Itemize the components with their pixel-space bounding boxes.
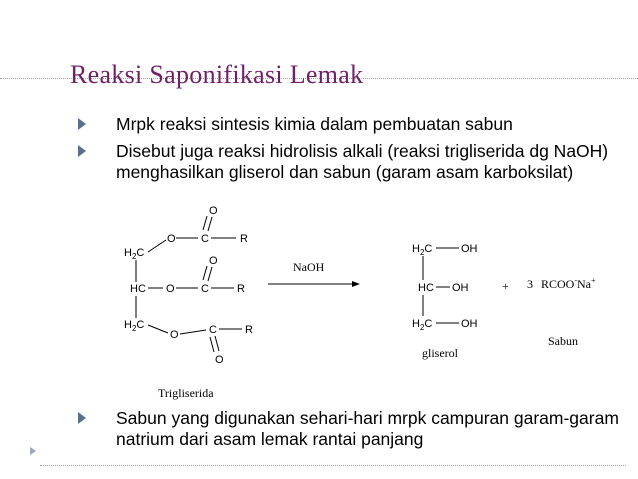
h2c-group: $H_2C$ — [124, 319, 145, 333]
bullet-text: Disebut juga reaksi hidrolisis alkali (reaksi trigliserida dg NaOH) menghasilkan gliserol dan sabun (garam asam karboksilat) — [116, 141, 609, 182]
h2c-group: $H_2C$ — [412, 243, 433, 257]
oxygen-atom: O — [166, 283, 175, 295]
hydroxyl-group: OH — [461, 243, 478, 255]
r-group: R — [245, 324, 253, 336]
glycerol-structure — [412, 243, 478, 332]
oxygen-atom: O — [167, 233, 176, 245]
sabun-label: Sabun — [548, 334, 578, 348]
carbon-atom: C — [201, 283, 209, 295]
oxygen-atom: O — [170, 329, 179, 341]
bullet-arrow-icon — [78, 412, 86, 424]
soap-formula: 3 RCOO-Na+ — [527, 276, 596, 291]
gliserol-label: gliserol — [422, 346, 458, 360]
carbonyl-oxygen: O — [215, 354, 224, 366]
bullet-text: Mrpk reaksi sintesis kimia dalam pembuatan sabun — [116, 114, 513, 134]
arrowhead-icon — [352, 281, 360, 287]
carbonyl-oxygen: O — [209, 255, 218, 267]
h2c-group: $H_2C$ — [412, 318, 433, 332]
carbon-atom: C — [201, 233, 209, 245]
h2c-group: $H_2C$ — [124, 247, 145, 261]
plus-sign: + — [502, 279, 509, 293]
footer-arrow-icon — [30, 447, 36, 455]
trigliserida-label: Trigliserida — [158, 386, 214, 400]
carbonyl-oxygen: O — [209, 205, 218, 217]
triglyceride-structure — [124, 205, 253, 366]
hc-group: HC — [418, 282, 434, 294]
r-group: R — [240, 233, 248, 245]
reagent-label: NaOH — [293, 260, 325, 274]
carbon-atom: C — [209, 324, 217, 336]
hc-group: HC — [130, 283, 146, 295]
hydroxyl-group: OH — [461, 318, 478, 330]
slide-title: Reaksi Saponifikasi Lemak — [70, 60, 364, 89]
bottom-divider — [40, 465, 626, 466]
bullet-text: Sabun yang digunakan sehari-hari mrpk campuran garam-garam natrium dari asam lemak rantai panjang — [116, 408, 619, 449]
hydroxyl-group: OH — [452, 282, 469, 294]
r-group: R — [237, 283, 245, 295]
